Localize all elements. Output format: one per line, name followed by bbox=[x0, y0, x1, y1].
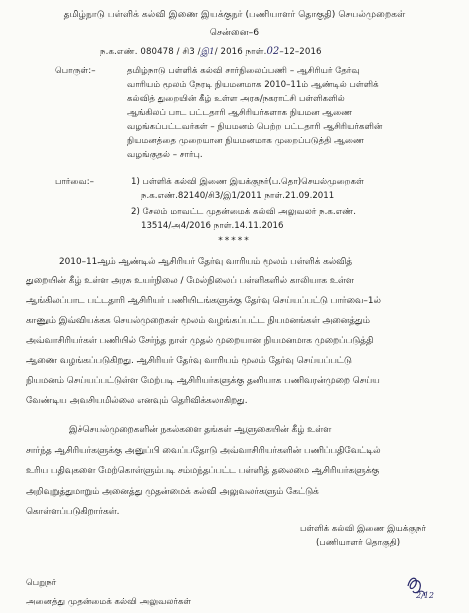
subject-label: பொருள்:– bbox=[55, 66, 96, 76]
signature-initials: 2/12 bbox=[416, 591, 434, 600]
body-line: வேண்டிய அவசியமில்லை எனவும் தெரிவிக்கலாகிறது. bbox=[26, 396, 248, 406]
ref-handwritten-day: 02 bbox=[266, 46, 280, 57]
signatory-department: (பணியாளர் தொகுதி) bbox=[316, 538, 401, 548]
recipient-name: அனைத்து முதன்மைக் கல்வி அலுவலர்கள் bbox=[26, 597, 192, 607]
reference-item: 1) பள்ளிக் கல்வி இணை இயக்குநர்(ப.தொ)செயல்முறைகள் bbox=[131, 177, 364, 187]
recipient-label: பெறுநர் bbox=[26, 578, 57, 588]
reference-item: ந.க.எண்.82140/சி3/இ1/2011 நாள்.21.09.2011 bbox=[141, 191, 335, 201]
body-line: சார்ந்த ஆசிரியர்களுக்கு அனுப்பி வைப்பதோடு அவ்வாசிரியர்களின் பணிப்பதிவேட்டில் bbox=[26, 446, 381, 456]
body-line: துறையின் கீழ் உள்ள அரசு உயர்நிலை / மேல்நிலைப் பள்ளிகளில் காலியாக உள்ள bbox=[26, 276, 354, 286]
office-location: சென்னை–6 bbox=[209, 27, 260, 38]
body-line: இச்செயல்முறைகளின் நகல்களை தங்கள் ஆளுகையின் கீழ் உள்ள bbox=[69, 425, 332, 435]
signatory-title: பள்ளிக் கல்வி இணை இயக்குநர் bbox=[300, 524, 426, 534]
body-line: 2010–11ஆம் ஆண்டில் ஆசிரியர் தேர்வு வாரியம் மூலம் பள்ளிக் கல்வித் bbox=[59, 257, 353, 267]
subject-line: வழங்குதல் – சார்பு. bbox=[127, 150, 203, 160]
ref-suffix: –12–2016 bbox=[279, 47, 322, 57]
body-line: உரிய பதிவுகளை மேற்கொள்ளும்படி சம்மந்தப்பட்ட பள்ளித் தலைமை ஆசிரியர்களுக்கு bbox=[26, 466, 380, 476]
ref-mid: / 2016 நாள். bbox=[214, 47, 267, 57]
references-label: பார்வை:– bbox=[55, 177, 94, 187]
body-line: ஆணை வழங்கப்படுகிறது. ஆசிரியர் தேர்வு வாரியம் மூலம் தேர்வு செய்யப்பட்டு bbox=[26, 356, 352, 366]
ref-prefix: ந.க.எண். 080478 / சி3 / bbox=[100, 47, 201, 57]
subject-line: வாரியம் மூலம் நேரடி நியமனமாக 2010–11ம் ஆண்டில் பள்ளிக் bbox=[127, 80, 379, 90]
body-line: நியமனம் செய்யப்பட்டுள்ள மேற்படி ஆசிரியர்களுக்கு தனியாக பணிவரன்முறை செய்ய bbox=[26, 376, 380, 386]
body-line: அவ்வாசிரியர்கள் பணியில் சேர்ந்த நாள் முதல் முறையான நியமனமாக முறைப்படுத்தி bbox=[26, 336, 374, 346]
section-separator: ***** bbox=[218, 236, 251, 246]
ref-handwritten-section: இ1 bbox=[200, 47, 215, 57]
reference-item: 13514/அ4/2016 நாள்.14.11.2016 bbox=[141, 221, 284, 231]
body-line: கொள்ளப்படுகிறார்கள். bbox=[26, 507, 120, 517]
subject-line: தமிழ்நாடு பள்ளிக் கல்வி சார்நிலைப்பணி – ஆசிரியர் தேர்வு bbox=[127, 66, 360, 76]
body-line: ஆங்கிலப்பாட பட்டதாரி ஆசிரியர் பணியிடங்களுக்கு தேர்வு செய்யப்பட்டு பார்வை–1ல் bbox=[26, 296, 381, 306]
body-line: அறிவுறுத்துமாறும் அனைத்து முதன்மைக் கல்வி அலுவலர்களும் கேட்டுக் bbox=[26, 487, 319, 497]
subject-line: ஆங்கிலப் பாட பட்டதாரி ஆசிரியர்களாக நியமன ஆணை bbox=[127, 108, 353, 118]
reference-item: 2) சேலம் மாவட்ட முதன்மைக் கல்வி அலுவலர் ந.க.எண். bbox=[131, 207, 356, 217]
body-line: காணும் இவ்வியக்கக செயல்முறைகள் மூலம் வழங்கப்பட்ட நியமனங்கள் அனைத்தும் bbox=[26, 316, 370, 326]
subject-line: நியமனத்தை முறையான நியமனமாக முறைப்படுத்தி ஆணை bbox=[127, 136, 364, 146]
subject-line: வழங்கப்பட்டவர்கள் – நியமனம் பெற்ற பட்டதாரி ஆசிரியர்களின் bbox=[127, 122, 383, 132]
reference-number bbox=[100, 46, 322, 58]
subject-line: கல்வித் துறையின் கீழ் உள்ள அரசு/நகராட்சி பள்ளிகளில் bbox=[127, 94, 345, 104]
office-title: தமிழ்நாடு பள்ளிக் கல்வி இணை இயக்குநர் (பணியாளர் தொகுதி) செயல்முறைகள் bbox=[63, 9, 406, 20]
